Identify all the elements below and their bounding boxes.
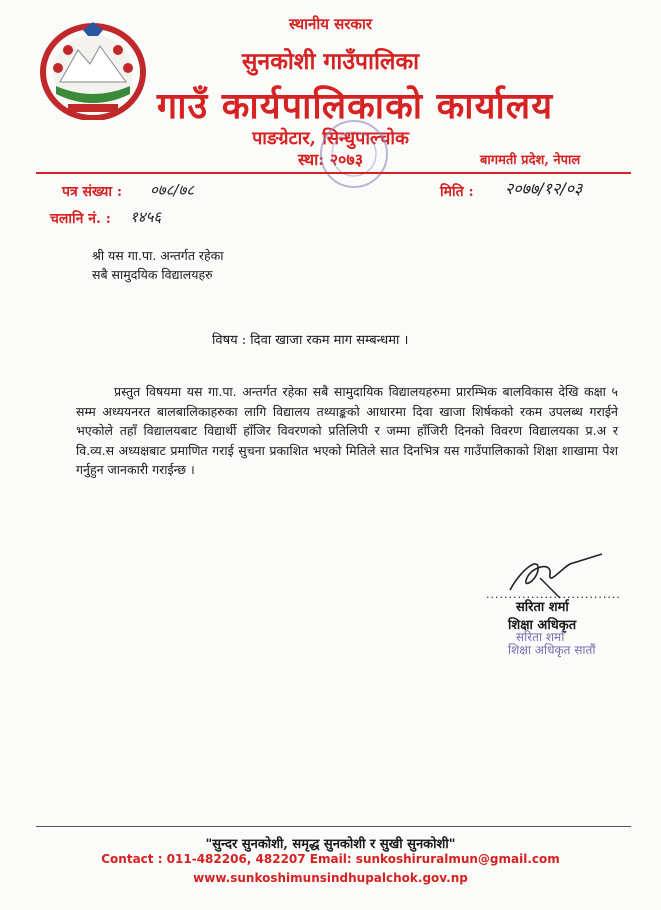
office-seal-stamp bbox=[318, 118, 390, 190]
header-office-name: गाउँ कार्यपालिकाको कार्यालय bbox=[156, 85, 554, 127]
header-local-government: स्थानीय सरकार bbox=[289, 15, 372, 33]
letter-number-label: पत्र संख्या : bbox=[62, 184, 122, 200]
header-address: पाङग्रेटार, सिन्धुपाल्चोक bbox=[252, 128, 409, 149]
footer-contact: Contact : 011-482206, 482207 Email: sunkoshiruralmun@gmail.com bbox=[101, 852, 560, 866]
letter-number-value: ०७८/७८ bbox=[150, 181, 195, 199]
header-established: स्था: २०७३ bbox=[297, 150, 364, 169]
dispatch-number-label: चलानि नं. : bbox=[50, 211, 111, 227]
stamp-title: शिक्षा अधिकृत सातौं bbox=[508, 643, 596, 657]
letter-body: प्रस्तुत विषयमा यस गा.पा. अन्तर्गत रहेका सबै सामुदायिक विद्यालयहरुमा प्रारम्भिक बालविकास देखि कक्षा ५ सम्म अध्ययनरत बालबालिकाहरुका लागि विद्यालय तथ्याङ्कको आधारमा दिवा खाजा शिर्षकको रकम उपलब्ध गराईने भएकोले तहाँ विद्यालयबाट विद्यार्थी हाँजिर विवरणको प्रतिलिपी र जम्मा हाँजिरी दिनको विवरण विद्यालयका प्र.अ र वि.व्य.स अध्यक्षबाट प्रमाणित गराई सुचना प्रकाशित भएको मितिले सात दिनभित्र यस गाउँपालिकाको शिक्षा शाखामा पेश गर्नुहुन जानकारी गराईन्छ । bbox=[76, 384, 618, 477]
signature-dots: .............................. bbox=[486, 588, 621, 601]
signatory-title: शिक्षा अधिकृत bbox=[508, 618, 577, 633]
dispatch-number-value: १४५६ bbox=[130, 208, 162, 226]
date-label: मिति : bbox=[440, 184, 474, 200]
stamp-name: सरिता शर्मा bbox=[516, 630, 565, 644]
header-province: बागमती प्रदेश, नेपाल bbox=[480, 153, 581, 168]
signatory-name: सरिता शर्मा bbox=[516, 600, 569, 615]
footer-slogan: "सुन्दर सुनकोशी, समृद्ध सुनकोशी र सुखी सुनकोशी" bbox=[205, 837, 456, 852]
recipient-line-1: श्री यस गा.पा. अन्तर्गत रहेका bbox=[92, 248, 224, 263]
footer-website[interactable]: www.sunkoshimunsindhupalchok.gov.np bbox=[193, 871, 468, 885]
header-municipality-name: सुनकोशी गाउँपालिका bbox=[241, 48, 420, 75]
letter-subject: विषय : दिवा खाजा रकम माग सम्बन्धमा । bbox=[212, 333, 409, 348]
header-divider bbox=[36, 172, 631, 174]
recipient-line-2: सबै सामुदयिक विद्यालयहरु bbox=[92, 267, 213, 282]
date-value: २०७७/१२/०३ bbox=[505, 179, 583, 198]
footer-divider bbox=[36, 826, 631, 827]
